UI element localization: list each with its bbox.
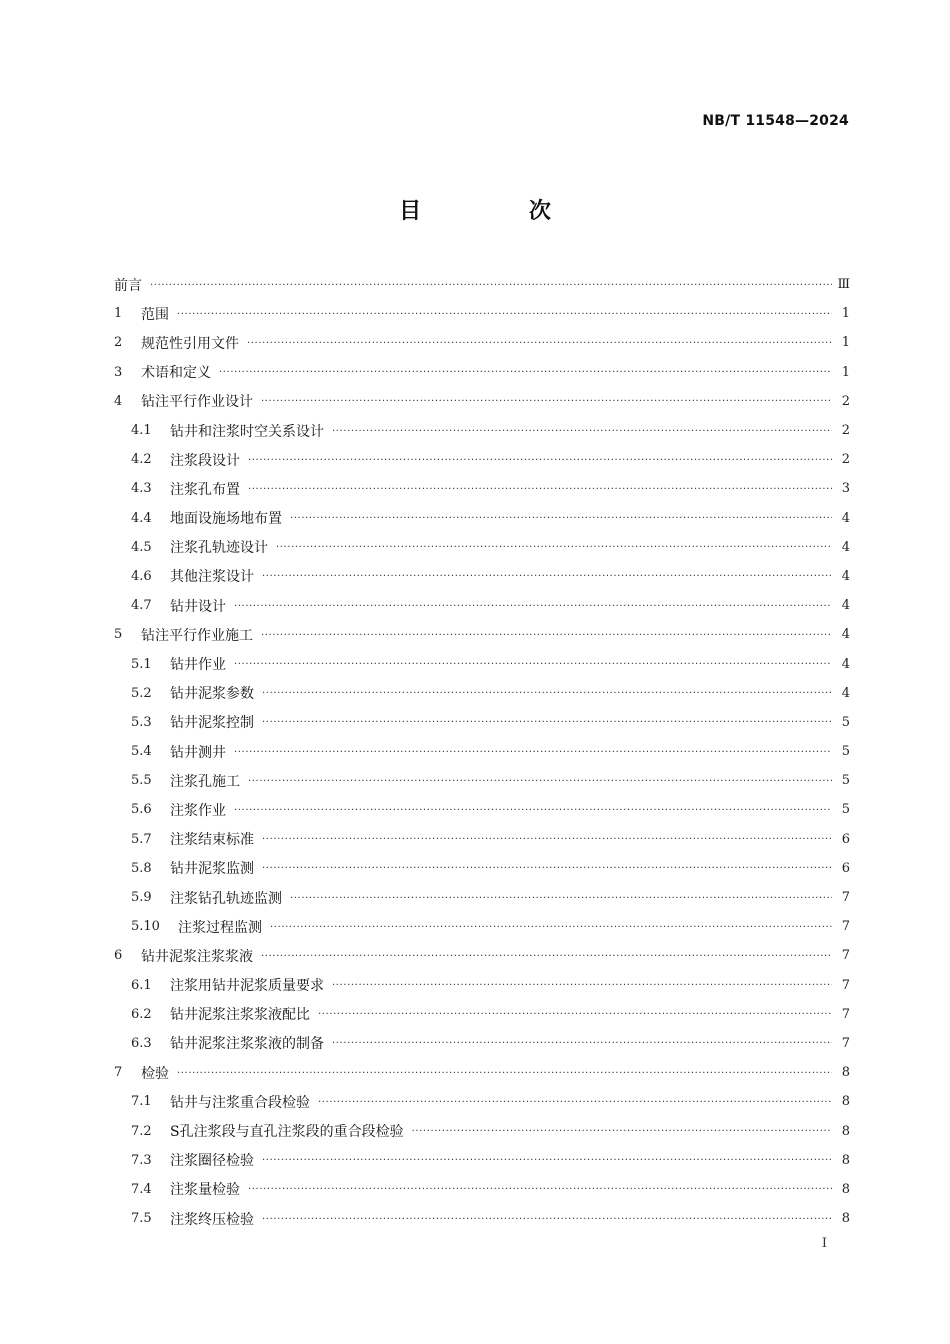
toc-dot-leader: [276, 543, 832, 553]
toc-dot-leader: [412, 1127, 832, 1137]
toc-entry[interactable]: [114, 270, 850, 299]
toc-dot-leader: [332, 1039, 832, 1049]
toc-entry-number: 7.2: [131, 1123, 152, 1139]
toc-dot-leader: [262, 1215, 832, 1225]
toc-entry-label: 钻井泥浆控制: [170, 715, 254, 732]
page-number: I: [821, 1236, 827, 1251]
toc-dot-leader: [234, 806, 832, 816]
table-of-contents: [114, 270, 850, 1233]
toc-dot-leader: [219, 368, 832, 378]
toc-entry[interactable]: [114, 1000, 850, 1029]
toc-entry-page: 8: [841, 1094, 850, 1110]
toc-entry[interactable]: [114, 1175, 850, 1204]
toc-entry[interactable]: [114, 737, 850, 766]
toc-dot-leader: [290, 894, 832, 904]
toc-entry-page: 5: [841, 714, 850, 730]
toc-dot-leader: [234, 660, 832, 670]
toc-entry-label: 钻井与注浆重合段检验: [170, 1094, 310, 1111]
toc-entry-label: 钻井设计: [170, 598, 226, 615]
toc-entry[interactable]: [114, 1058, 850, 1087]
toc-entry-number: 5.10: [131, 919, 160, 935]
toc-dot-leader: [247, 339, 832, 349]
toc-entry-page: 5: [841, 773, 850, 789]
toc-entry-page: 8: [841, 1123, 850, 1139]
toc-entry-page: 4: [841, 598, 850, 614]
toc-entry-number: 5.4: [131, 744, 152, 760]
toc-dot-leader: [150, 281, 832, 291]
toc-entry-page: 8: [841, 1211, 850, 1227]
toc-dot-leader: [177, 1069, 832, 1079]
toc-entry-label: 钻井测井: [170, 744, 226, 761]
toc-entry-page: 8: [841, 1152, 850, 1168]
toc-entry[interactable]: [114, 825, 850, 854]
toc-entry-page: 8: [841, 1181, 850, 1197]
toc-entry[interactable]: [114, 299, 850, 328]
toc-entry[interactable]: [114, 474, 850, 503]
toc-entry-page: 2: [841, 423, 850, 439]
toc-entry-number: 4.5: [131, 539, 152, 555]
toc-entry-label: 钻注平行作业设计: [141, 394, 253, 411]
toc-entry-page: 2: [841, 452, 850, 468]
toc-entry-page: 4: [841, 685, 850, 701]
toc-entry-page: 4: [841, 568, 850, 584]
toc-entry-number: 7.1: [131, 1094, 152, 1110]
toc-entry[interactable]: [114, 1116, 850, 1145]
toc-entry-label: 钻井泥浆监测: [170, 861, 254, 878]
toc-dot-leader: [262, 572, 832, 582]
toc-entry[interactable]: [114, 416, 850, 445]
toc-entry-label: 注浆段设计: [170, 452, 240, 469]
toc-entry-number: 4.7: [131, 598, 152, 614]
toc-entry-label: 钻注平行作业施工: [141, 627, 253, 644]
toc-entry-page: 6: [841, 831, 850, 847]
toc-dot-leader: [262, 835, 832, 845]
toc-entry[interactable]: [114, 387, 850, 416]
toc-entry[interactable]: [114, 766, 850, 795]
toc-entry-page: 4: [841, 539, 850, 555]
toc-entry-label: 钻井泥浆注浆浆液配比: [170, 1007, 310, 1024]
toc-entry[interactable]: [114, 1146, 850, 1175]
toc-entry-number: 5.6: [131, 802, 152, 818]
toc-entry[interactable]: [114, 708, 850, 737]
toc-entry-label: 钻井泥浆注浆浆液: [141, 948, 253, 965]
toc-entry-number: 4.4: [131, 510, 152, 526]
toc-entry-label: 规范性引用文件: [141, 335, 239, 352]
toc-entry-number: 5.8: [131, 860, 152, 876]
standard-code: NB/T 11548—2024: [702, 113, 849, 129]
toc-dot-leader: [248, 777, 832, 787]
toc-entry-number: 4.1: [131, 423, 152, 439]
toc-dot-leader: [262, 689, 832, 699]
toc-entry-number: 5: [114, 627, 123, 643]
toc-entry[interactable]: [114, 620, 850, 649]
toc-entry-number: 1: [114, 306, 123, 322]
toc-entry-page: 2: [841, 393, 850, 409]
toc-dot-leader: [332, 427, 832, 437]
toc-entry[interactable]: [114, 504, 850, 533]
toc-entry-page: 7: [841, 948, 850, 964]
toc-entry-label: 注浆钻孔轨迹监测: [170, 890, 282, 907]
toc-dot-leader: [234, 748, 832, 758]
toc-entry-label: 术语和定义: [141, 365, 211, 382]
toc-entry-number: 4.6: [131, 568, 152, 584]
toc-entry-label: 注浆量检验: [170, 1182, 240, 1199]
toc-dot-leader: [248, 456, 832, 466]
toc-entry[interactable]: [114, 533, 850, 562]
toc-entry[interactable]: [114, 328, 850, 357]
toc-entry-label: 钻井泥浆参数: [170, 686, 254, 703]
toc-entry-number: 4.2: [131, 452, 152, 468]
toc-entry-number: 5.5: [131, 773, 152, 789]
toc-entry-page: 7: [841, 1035, 850, 1051]
toc-entry-label: 注浆圈径检验: [170, 1153, 254, 1170]
toc-entry-label: 注浆结束标准: [170, 832, 254, 849]
toc-entry-page: 5: [841, 802, 850, 818]
toc-dot-leader: [261, 952, 832, 962]
toc-entry-number: 6.2: [131, 1006, 152, 1022]
toc-entry-number: 5.1: [131, 656, 152, 672]
toc-entry-number: 7: [114, 1065, 123, 1081]
toc-entry[interactable]: [114, 358, 850, 387]
toc-entry-label: 前言: [114, 277, 142, 294]
toc-entry-label: 钻井泥浆注浆浆液的制备: [170, 1036, 324, 1053]
toc-dot-leader: [262, 1156, 832, 1166]
toc-entry-page: 1: [841, 306, 850, 322]
toc-entry-number: 5.2: [131, 685, 152, 701]
toc-dot-leader: [177, 310, 832, 320]
toc-entry-page: Ⅲ: [837, 277, 850, 293]
toc-entry[interactable]: [114, 591, 850, 620]
toc-dot-leader: [318, 1098, 832, 1108]
toc-entry-label: 钻井作业: [170, 657, 226, 674]
toc-entry-number: 5.3: [131, 714, 152, 730]
toc-entry-number: 4.3: [131, 481, 152, 497]
toc-entry-number: 4: [114, 393, 123, 409]
toc-entry-page: 1: [841, 364, 850, 380]
toc-dot-leader: [318, 1010, 832, 1020]
toc-dot-leader: [332, 981, 832, 991]
toc-dot-leader: [261, 631, 832, 641]
toc-entry[interactable]: [114, 562, 850, 591]
toc-entry[interactable]: [114, 912, 850, 941]
toc-entry-label: 注浆用钻井泥浆质量要求: [170, 978, 324, 995]
toc-entry[interactable]: [114, 649, 850, 678]
toc-entry[interactable]: [114, 1087, 850, 1116]
toc-entry-page: 1: [841, 335, 850, 351]
toc-entry-label: 范围: [141, 306, 169, 323]
toc-entry-label: 检验: [141, 1065, 169, 1082]
toc-entry[interactable]: [114, 1029, 850, 1058]
toc-entry-page: 3: [841, 481, 850, 497]
toc-entry[interactable]: [114, 941, 850, 970]
toc-entry[interactable]: [114, 883, 850, 912]
toc-entry-label: 注浆终压检验: [170, 1211, 254, 1228]
toc-entry-page: 6: [841, 860, 850, 876]
toc-entry-label: 其他注浆设计: [170, 569, 254, 586]
toc-entry-number: 2: [114, 335, 123, 351]
toc-entry[interactable]: [114, 679, 850, 708]
toc-entry[interactable]: [114, 971, 850, 1000]
toc-entry-number: 7.5: [131, 1211, 152, 1227]
toc-dot-leader: [262, 718, 832, 728]
page-title: 目 次: [399, 199, 601, 224]
toc-entry-number: 5.7: [131, 831, 152, 847]
toc-entry-label: 注浆孔施工: [170, 773, 240, 790]
toc-entry-number: 5.9: [131, 890, 152, 906]
toc-dot-leader: [248, 485, 832, 495]
toc-entry-page: 8: [841, 1065, 850, 1081]
toc-dot-leader: [270, 923, 832, 933]
toc-entry-label: 注浆过程监测: [178, 919, 262, 936]
toc-entry-number: 6.3: [131, 1035, 152, 1051]
toc-entry-label: S孔注浆段与直孔注浆段的重合段检验: [170, 1124, 404, 1141]
toc-entry-number: 6: [114, 948, 123, 964]
toc-entry-label: 注浆孔轨迹设计: [170, 540, 268, 557]
toc-entry-number: 3: [114, 364, 123, 380]
toc-entry-page: 4: [841, 510, 850, 526]
toc-entry-page: 7: [841, 977, 850, 993]
toc-entry-page: 7: [841, 919, 850, 935]
toc-entry-page: 5: [841, 744, 850, 760]
toc-entry-number: 6.1: [131, 977, 152, 993]
toc-entry[interactable]: [114, 1204, 850, 1233]
toc-entry[interactable]: [114, 445, 850, 474]
toc-entry-label: 钻井和注浆时空关系设计: [170, 423, 324, 440]
toc-entry-number: 7.3: [131, 1152, 152, 1168]
toc-dot-leader: [261, 397, 832, 407]
toc-entry[interactable]: [114, 854, 850, 883]
toc-dot-leader: [248, 1185, 832, 1195]
toc-dot-leader: [262, 864, 832, 874]
toc-entry-label: 注浆孔布置: [170, 481, 240, 498]
toc-dot-leader: [290, 514, 832, 524]
toc-entry-page: 4: [841, 656, 850, 672]
toc-entry-number: 7.4: [131, 1181, 152, 1197]
toc-entry-page: 4: [841, 627, 850, 643]
toc-entry-page: 7: [841, 890, 850, 906]
toc-entry-label: 地面设施场地布置: [170, 511, 282, 528]
toc-entry-page: 7: [841, 1006, 850, 1022]
toc-entry-label: 注浆作业: [170, 802, 226, 819]
toc-dot-leader: [234, 602, 832, 612]
toc-entry[interactable]: [114, 795, 850, 824]
